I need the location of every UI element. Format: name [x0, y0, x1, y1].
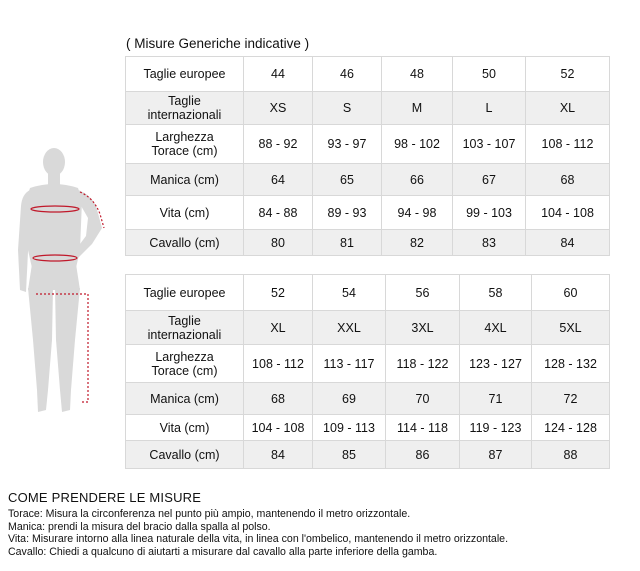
cell: 64: [244, 164, 313, 196]
cell: XL: [526, 92, 610, 125]
cell: S: [313, 92, 382, 125]
cell: 3XL: [386, 311, 460, 345]
cell: 69: [313, 383, 386, 415]
chart-subtitle: ( Misure Generiche indicative ): [126, 36, 310, 51]
table-row-sleeve: [126, 383, 610, 415]
cell: 124 - 128: [532, 415, 610, 441]
table-row-crotch: [126, 441, 610, 469]
how-to-measure-title: COME PRENDERE LE MISURE: [8, 490, 202, 505]
row-header-intl-size: [126, 311, 244, 345]
cell: 56: [386, 275, 460, 311]
cell: 114 - 118: [386, 415, 460, 441]
cell: 52: [244, 275, 313, 311]
cell: 108 - 112: [526, 125, 610, 164]
cell: 88: [532, 441, 610, 469]
cell: 52: [526, 57, 610, 92]
row-header-eu-size: Taglie europee: [126, 275, 244, 311]
cell: 87: [460, 441, 532, 469]
cell: 80: [244, 230, 313, 256]
cell: 46: [313, 57, 382, 92]
body-measurement-figure: [0, 140, 120, 430]
cell: 93 - 97: [313, 125, 382, 164]
cell: 65: [313, 164, 382, 196]
table-row-intl-size: [126, 311, 610, 345]
cell: 60: [532, 275, 610, 311]
cell: 119 - 123: [460, 415, 532, 441]
row-header-eu-size: Taglie europee: [126, 57, 244, 92]
row-header-crotch: Cavallo (cm): [126, 441, 244, 469]
row-header-waist: Vita (cm): [126, 196, 244, 230]
row-header-line: internazionali: [147, 108, 222, 122]
row-header-line: internazionali: [147, 327, 222, 342]
row-header-intl-size: [126, 92, 244, 125]
table-row-eu-size: [126, 275, 610, 311]
cell: 68: [244, 383, 313, 415]
cell: 83: [453, 230, 526, 256]
row-header-line: Larghezza: [155, 349, 214, 364]
cell: 82: [382, 230, 453, 256]
cell: 86: [386, 441, 460, 469]
figure-right-leg: [55, 288, 80, 412]
table-row-eu-size: [126, 57, 610, 92]
figure-hips: [28, 264, 80, 290]
table-row-chest: [126, 125, 610, 164]
cell: 99 - 103: [453, 196, 526, 230]
size-table-1: [125, 56, 610, 256]
cell: 104 - 108: [526, 196, 610, 230]
cell: 123 - 127: [460, 345, 532, 383]
row-header-line: Taglie: [168, 313, 201, 328]
row-header-chest: [126, 125, 244, 164]
cell: 113 - 117: [313, 345, 386, 383]
cell: 128 - 132: [532, 345, 610, 383]
table-row-chest: [126, 345, 610, 383]
cell: 85: [313, 441, 386, 469]
cell: 4XL: [460, 311, 532, 345]
cell: 108 - 112: [244, 345, 313, 383]
cell: 94 - 98: [382, 196, 453, 230]
cell: 104 - 108: [244, 415, 313, 441]
cell: 84: [526, 230, 610, 256]
cell: 88 - 92: [244, 125, 313, 164]
cell: 89 - 93: [313, 196, 382, 230]
cell: 70: [386, 383, 460, 415]
table-row-sleeve: [126, 164, 610, 196]
howto-line-sleeve: Manica: prendi la misura del bracio dalla spalla al polso.: [8, 520, 271, 533]
cell: M: [382, 92, 453, 125]
cell: 98 - 102: [382, 125, 453, 164]
row-header-line: Torace (cm): [151, 144, 218, 158]
cell: XL: [244, 311, 313, 345]
cell: 58: [460, 275, 532, 311]
row-header-sleeve: Manica (cm): [126, 383, 244, 415]
cell: 84: [244, 441, 313, 469]
row-header-sleeve: Manica (cm): [126, 164, 244, 196]
cell: 66: [382, 164, 453, 196]
cell: XXL: [313, 311, 386, 345]
row-header-waist: Vita (cm): [126, 415, 244, 441]
cell: 44: [244, 57, 313, 92]
howto-line-chest: Torace: Misura la circonferenza nel punto più ampio, mantenendo il metro orizzontale.: [8, 508, 411, 520]
cell: 71: [460, 383, 532, 415]
row-header-line: Taglie: [168, 94, 201, 108]
cell: XS: [244, 92, 313, 125]
howto-line-waist: Vita: Misurare intorno alla linea naturale della vita, in linea con l'ombelico, mantenendo il metro orizzontale.: [8, 533, 509, 546]
figure-left-leg: [28, 288, 53, 412]
cell: 48: [382, 57, 453, 92]
cell: 84 - 88: [244, 196, 313, 230]
row-header-crotch: Cavallo (cm): [126, 230, 244, 256]
cell: 54: [313, 275, 386, 311]
size-table-2: [125, 274, 610, 469]
cell: 67: [453, 164, 526, 196]
row-header-line: Torace (cm): [151, 363, 218, 378]
how-to-measure-section: [8, 490, 633, 558]
row-header-line: Larghezza: [155, 130, 214, 144]
cell: 118 - 122: [386, 345, 460, 383]
cell: 5XL: [532, 311, 610, 345]
table-row-waist: [126, 415, 610, 441]
table-row-waist: [126, 196, 610, 230]
figure-head: [43, 148, 65, 176]
row-header-chest: [126, 345, 244, 383]
cell: L: [453, 92, 526, 125]
table-row-crotch: [126, 230, 610, 256]
cell: 72: [532, 383, 610, 415]
cell: 81: [313, 230, 382, 256]
howto-line-crotch: Cavallo: Chiedi a qualcuno di aiutarti a misurare dal cavallo alla parte inferiore della gamba.: [8, 545, 438, 558]
cell: 68: [526, 164, 610, 196]
cell: 103 - 107: [453, 125, 526, 164]
cell: 109 - 113: [313, 415, 386, 441]
table-row-intl-size: [126, 92, 610, 125]
figure-neck: [48, 173, 60, 185]
cell: 50: [453, 57, 526, 92]
